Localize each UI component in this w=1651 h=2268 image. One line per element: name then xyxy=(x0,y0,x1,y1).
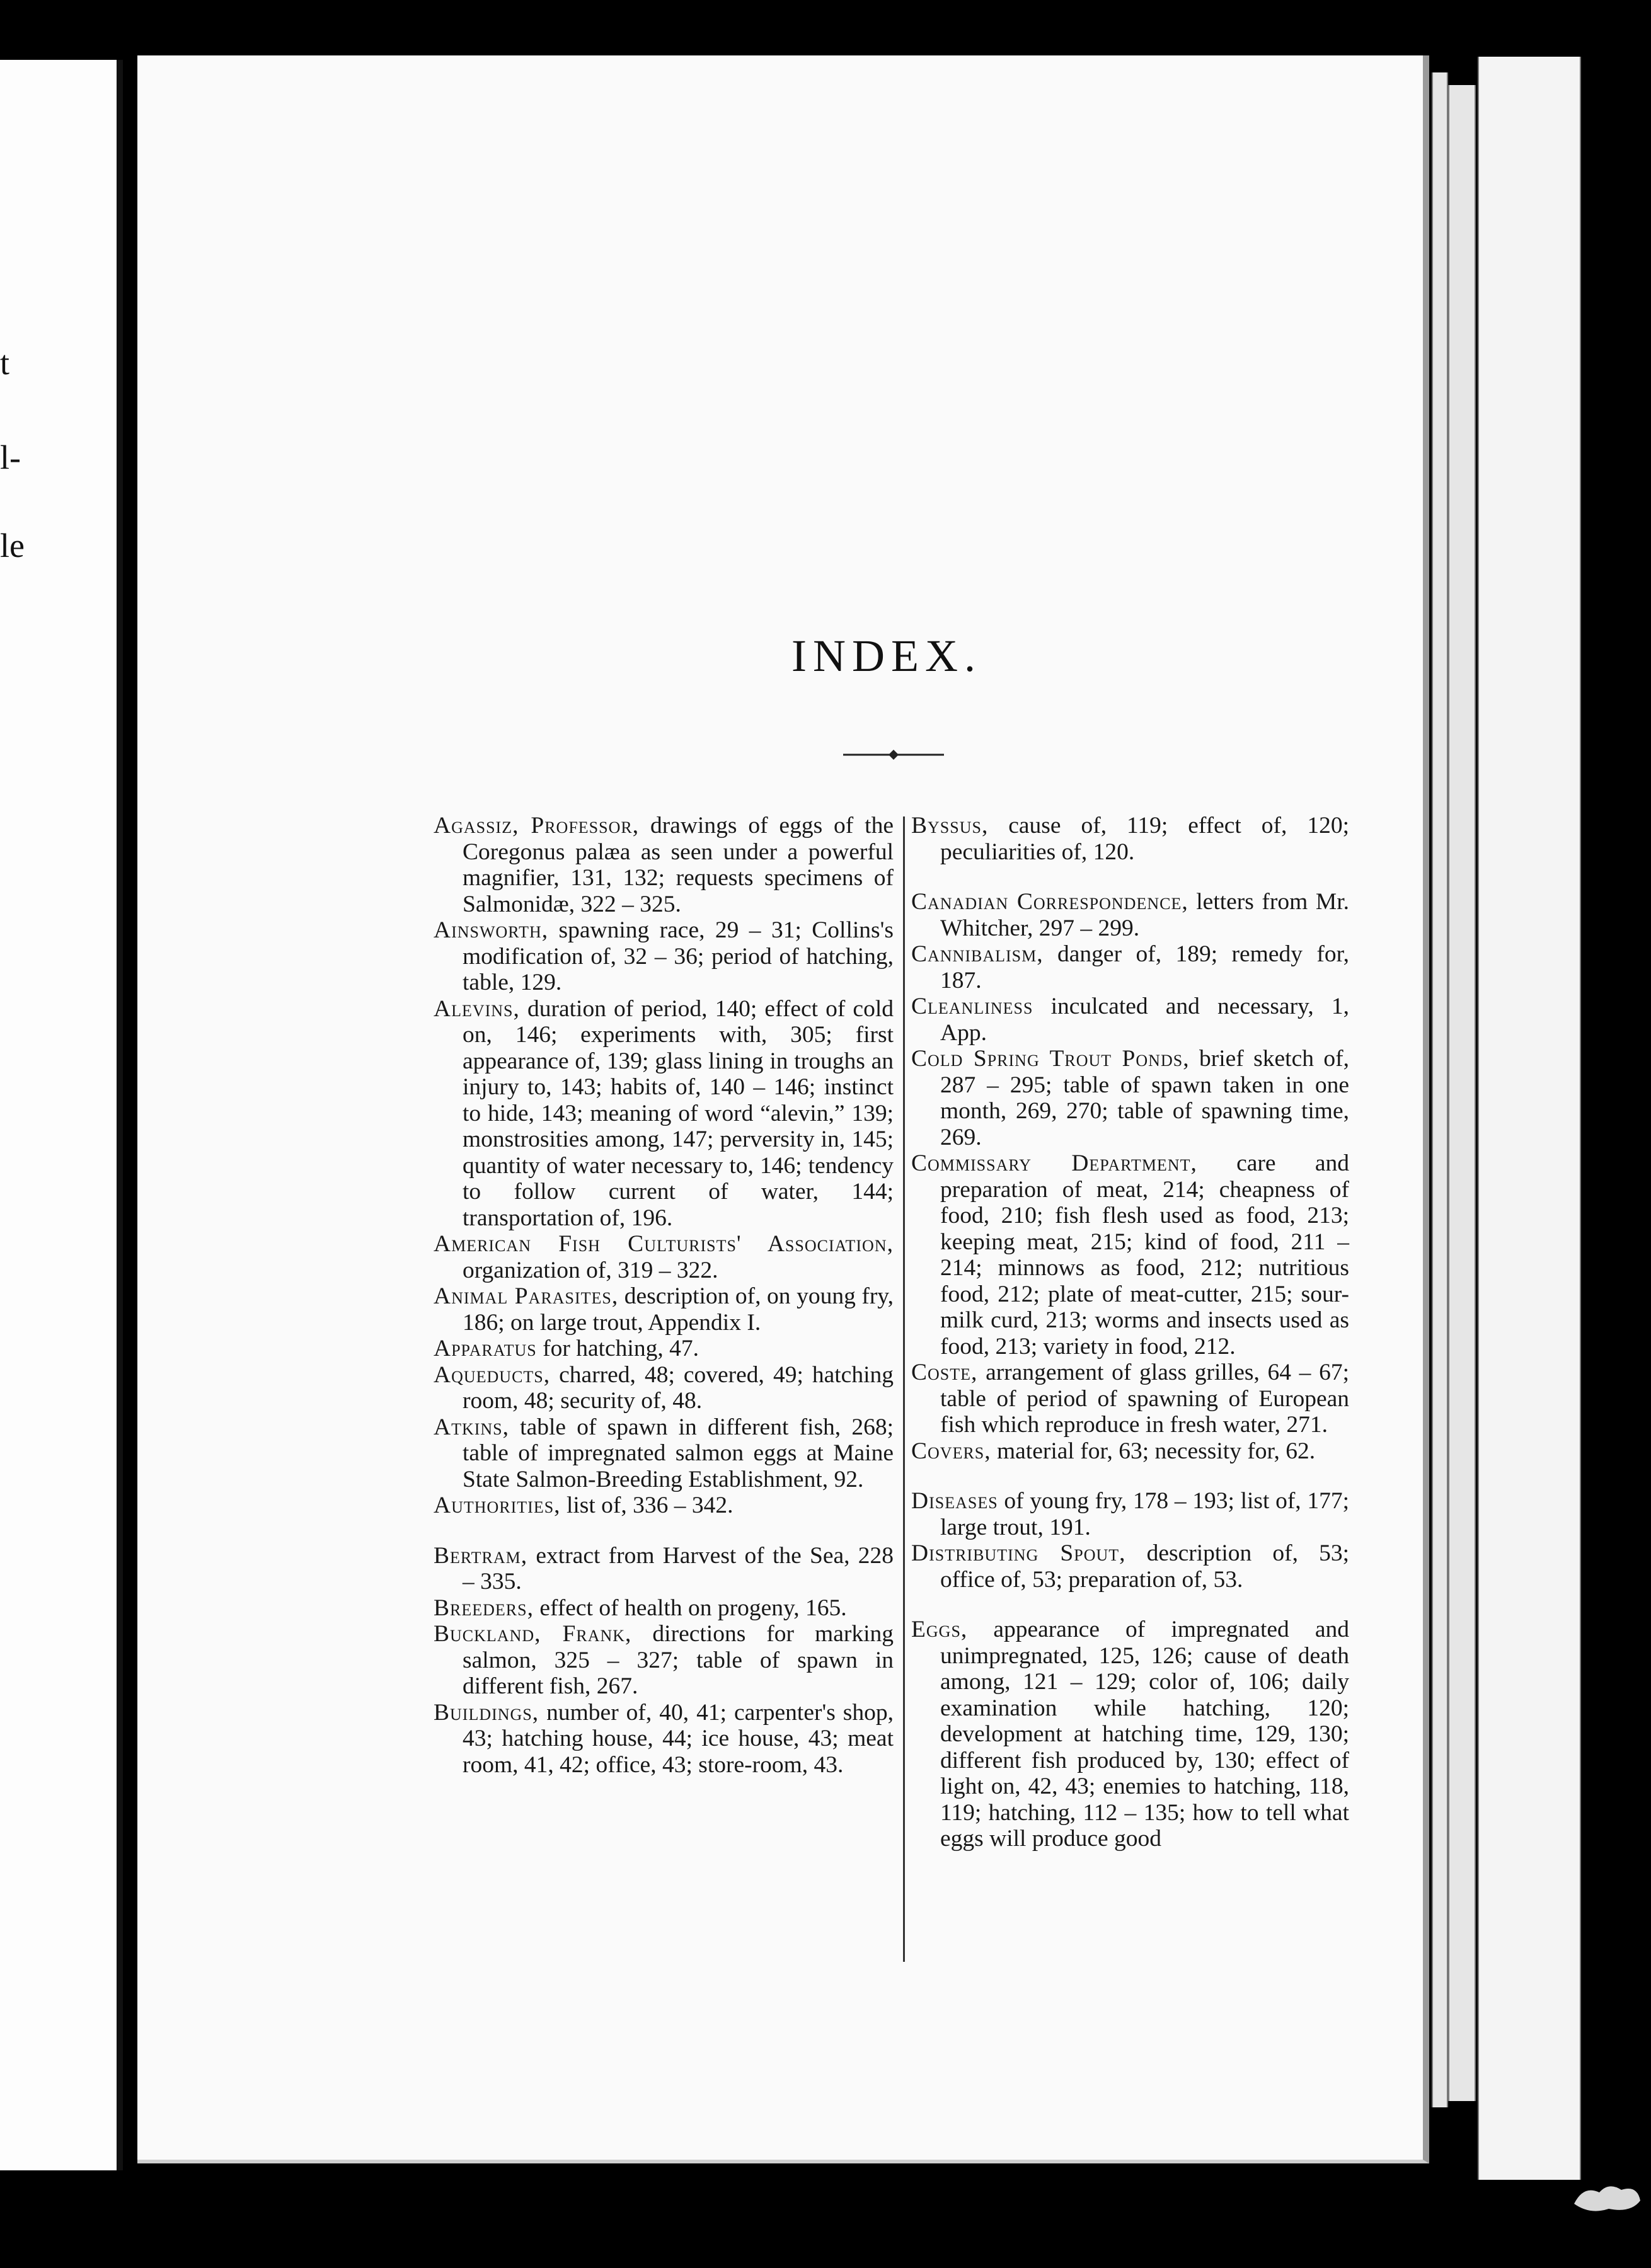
index-entry xyxy=(911,1150,1349,1360)
index-headword: Cold Spring Trout Ponds, xyxy=(911,1046,1190,1072)
index-entry-text: appearance of impregnated and unimpregnated, 125, 126; cause of death among, 121 – 129; color of, 106; daily examination while hatching, 120; development at hatching time, 129, 130; different fish produced by, 130; effect of light on, 42, 43; enemies to hatching, 118, 119; hatching, 112 – 135; how to tell what eggs will produce good xyxy=(940,1617,1349,1852)
index-entry xyxy=(434,1362,894,1414)
index-column-left xyxy=(434,813,894,1778)
index-headword: Animal Parasites, xyxy=(434,1283,619,1309)
index-entry-text: list of, 336 – 342. xyxy=(560,1492,733,1518)
page-stack-edge xyxy=(1478,57,1581,2180)
index-entry xyxy=(911,889,1349,941)
index-entry-text: drawings of eggs of the Coregonus palæa as seen under a powerful magnifier, 131, 132; requests specimens of Salmonidæ, 322 – 325. xyxy=(463,813,894,917)
column-rule xyxy=(903,816,905,1962)
index-headword: Aqueducts, xyxy=(434,1361,551,1388)
index-entry xyxy=(434,996,894,1232)
index-headword: Eggs, xyxy=(911,1617,968,1642)
index-headword: Diseases xyxy=(911,1488,998,1514)
index-headword: Covers, xyxy=(911,1438,991,1464)
index-entry xyxy=(434,1543,894,1595)
index-entry-text: arrangement of glass grilles, 64 – 67; table of period of spawning of European fish which reproduce in fresh water, 271. xyxy=(940,1360,1349,1438)
page-stack-edge xyxy=(1432,72,1448,2107)
index-headword: Bertram, xyxy=(434,1542,528,1569)
index-headword: Atkins, xyxy=(434,1414,510,1440)
index-entry-text: of young fry, 178 – 193; list of, 177; large trout, 191. xyxy=(940,1488,1349,1540)
index-entry-text: for hatching, 47. xyxy=(536,1336,699,1361)
index-entry xyxy=(434,1414,894,1493)
index-page xyxy=(137,55,1429,2163)
scan-smudge xyxy=(1571,2179,1643,2216)
index-headword: Agassiz, Professor, xyxy=(434,813,640,839)
index-entry xyxy=(434,917,894,996)
index-headword: Ainsworth, xyxy=(434,917,549,943)
index-entry xyxy=(911,994,1349,1046)
index-headword: Cleanliness xyxy=(911,994,1033,1019)
index-headword: Canadian Correspondence, xyxy=(911,889,1188,915)
index-entry xyxy=(911,1046,1349,1150)
index-headword: Buildings, xyxy=(434,1699,539,1726)
index-entry-text: extract from Harvest of the Sea, 228 – 335. xyxy=(463,1542,894,1595)
page-title: INDEX. xyxy=(791,631,982,681)
index-entry xyxy=(911,1488,1349,1540)
facing-page-fragment: le xyxy=(0,527,25,564)
index-headword: American Fish Culturists' Association, xyxy=(434,1231,894,1257)
index-entry-text: table of spawn in different fish, 268; table of impregnated salmon eggs at Maine State Salmon-Breeding Establishment, 92. xyxy=(463,1414,894,1492)
index-headword: Distributing Spout, xyxy=(911,1540,1126,1566)
index-headword: Cannibalism, xyxy=(911,941,1044,967)
facing-page-fragment: t xyxy=(0,344,10,382)
index-entry xyxy=(911,1438,1349,1465)
index-entry xyxy=(434,1700,894,1778)
index-entry-text: charred, 48; covered, 49; hatching room, 48; security of, 48. xyxy=(463,1361,894,1414)
index-entry-text: material for, 63; necessity for, 62. xyxy=(991,1438,1316,1464)
index-entry-text: description of, 53; office of, 53; preparation of, 53. xyxy=(940,1540,1349,1593)
index-entry-text: effect of health on progeny, 165. xyxy=(533,1595,847,1621)
index-headword: Byssus, xyxy=(911,813,989,839)
index-entry-text: duration of period, 140; effect of cold on, 146; experiments with, 305; first appearance of, 139; glass lining in troughs an injury to, 143; habits of, 140 – 146; instinct to hide, 143; meaning of word “alevin,” 139; monstrosities among, 147; perversity in, 145; quantity of water necessary to, 146; tendency to follow current of water, 144; transportation of, 196. xyxy=(463,995,894,1231)
index-entry xyxy=(911,941,1349,994)
index-column-right xyxy=(911,813,1349,1852)
index-entry-text: cause of, 119; effect of, 120; peculiarities of, 120. xyxy=(940,813,1349,865)
index-entry xyxy=(911,1360,1349,1438)
index-entry-text: number of, 40, 41; carpenter's shop, 43; hatching house, 44; ice house, 43; meat room, 41, 42; office, 43; store-room, 43. xyxy=(463,1699,894,1778)
index-headword: Commissary Department, xyxy=(911,1150,1197,1176)
index-entry xyxy=(434,813,894,917)
index-entry xyxy=(911,1540,1349,1593)
facing-page xyxy=(0,60,117,2170)
index-entry-text: inculcated and necessary, 1, App. xyxy=(940,994,1349,1046)
index-entry xyxy=(434,1283,894,1336)
index-headword: Authorities, xyxy=(434,1492,561,1518)
index-headword: Alevins, xyxy=(434,995,520,1022)
index-headword: Buckland, Frank, xyxy=(434,1621,632,1647)
index-entry xyxy=(434,1336,894,1362)
index-entry xyxy=(434,1595,894,1622)
book-gutter xyxy=(117,60,123,2170)
ornament-divider xyxy=(843,742,944,767)
index-headword: Coste, xyxy=(911,1360,978,1385)
index-entry-text: brief sketch of, 287 – 295; table of spawn taken in one month, 269, 270; table of spawning time, 269. xyxy=(940,1046,1350,1150)
index-entry-text: directions for marking salmon, 325 – 327; table of spawn in different fish, 267. xyxy=(463,1621,894,1699)
page-stack-edge xyxy=(1448,85,1476,2101)
index-entry xyxy=(911,813,1349,865)
index-entry xyxy=(434,1231,894,1283)
index-entry-text: care and preparation of meat, 214; cheapness of food, 210; fish flesh used as food, 213; keeping meat, 215; kind of food, 211 – 214; minnows as food, 212; nutritious food, 212; plate of meat-cutter, 215; sour-milk curd, 213; worms and insects used as food, 213; variety in food, 212. xyxy=(940,1150,1349,1360)
index-entry xyxy=(911,1617,1349,1852)
index-headword: Breeders, xyxy=(434,1595,534,1621)
index-entry-text: danger of, 189; remedy for, 187. xyxy=(940,941,1349,994)
index-entry xyxy=(434,1621,894,1700)
index-entry-text: organization of, 319 – 322. xyxy=(463,1257,718,1283)
facing-page-fragment: l- xyxy=(0,438,21,476)
index-headword: Apparatus xyxy=(434,1336,537,1361)
index-entry xyxy=(434,1492,894,1519)
index-entry-text: description of, on young fry, 186; on large trout, Appendix I. xyxy=(463,1283,894,1336)
index-entry-text: letters from Mr. Whitcher, 297 – 299. xyxy=(940,889,1349,941)
index-entry-text: spawning race, 29 – 31; Collins's modification of, 32 – 36; period of hatching, table, 129. xyxy=(463,917,894,995)
